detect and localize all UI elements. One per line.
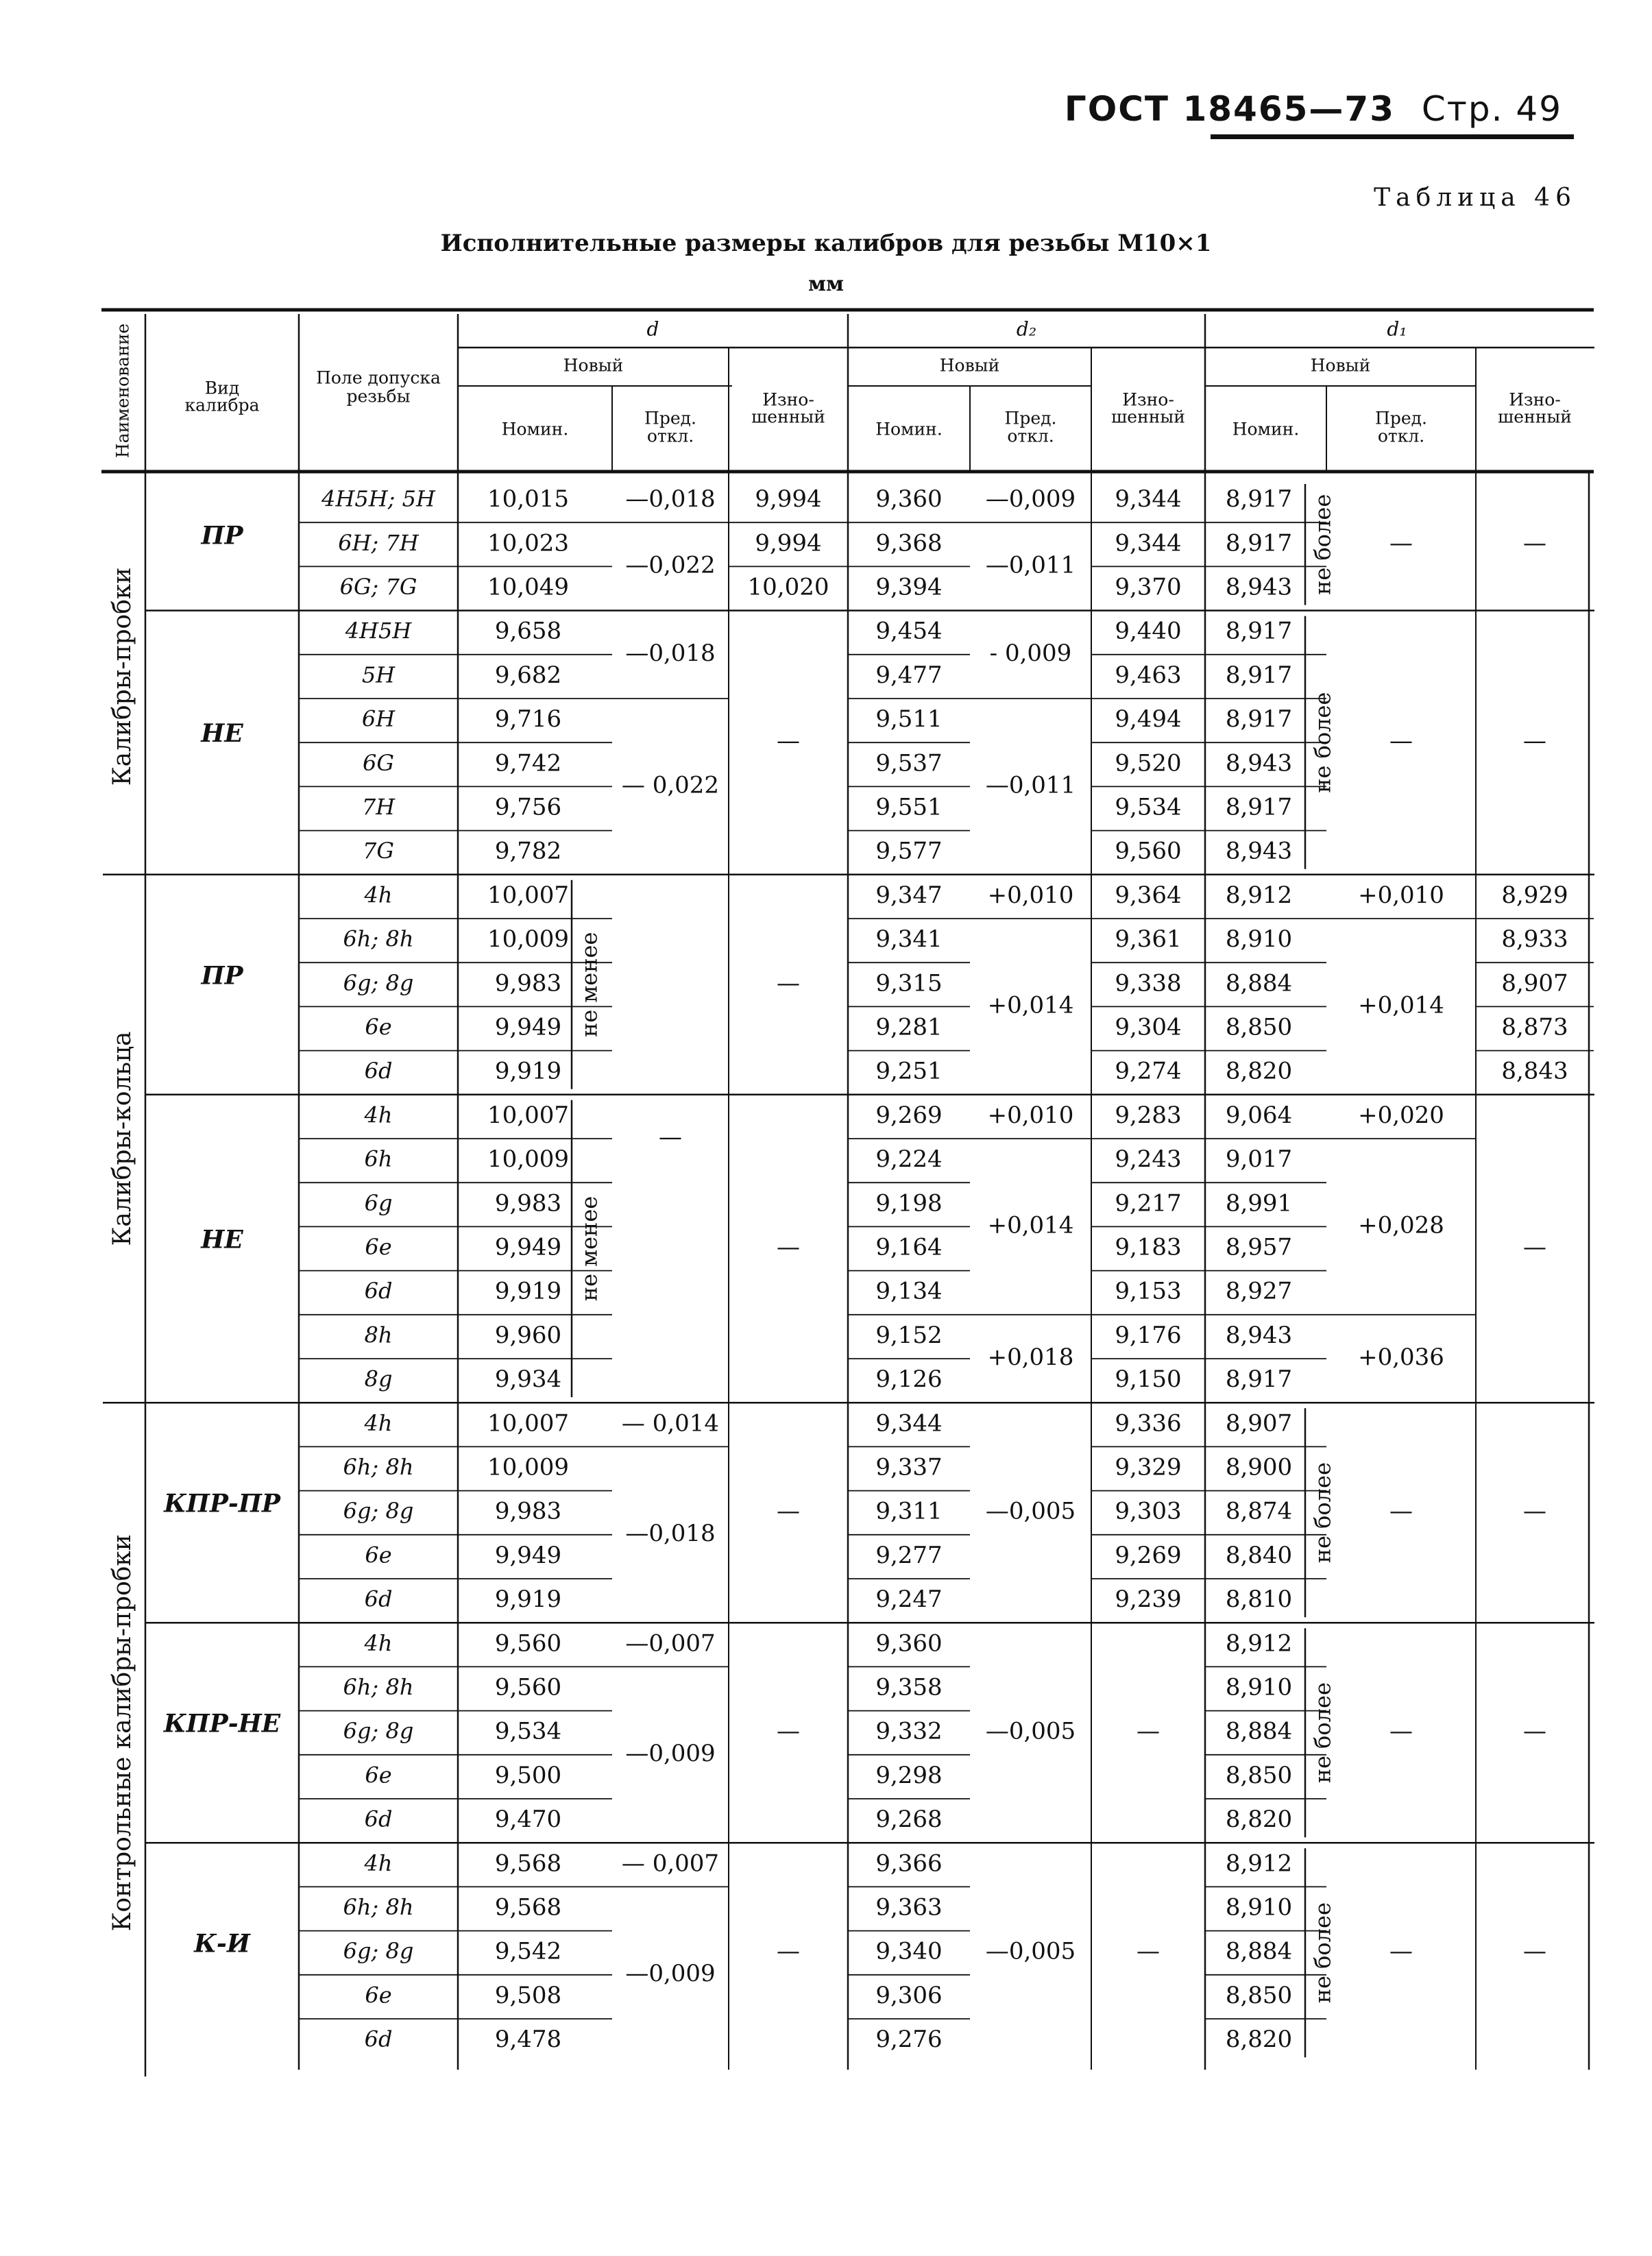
d-nominal-cell: 10,007 <box>487 1101 569 1129</box>
d-worn-cell: — <box>777 1937 800 1965</box>
d1-worn-cell: 8,933 <box>1501 925 1568 954</box>
tolerance-cell: 8g <box>364 1366 393 1392</box>
d2-deviation-cell: +0,014 <box>987 1211 1074 1239</box>
tolerance-cell: 8h <box>364 1322 393 1348</box>
d1-nominal-cell: 9,017 <box>1225 1145 1293 1174</box>
column-header-deviation: Пред. <box>644 408 696 428</box>
d1-deviation-cell: +0,010 <box>1358 881 1444 909</box>
column-header-nominal: Номин. <box>501 419 569 439</box>
tolerance-cell: 6e <box>365 1762 392 1788</box>
tolerance-cell: 6G; 7G <box>339 574 417 600</box>
d2-nominal-cell: 9,366 <box>875 1849 943 1878</box>
d2-worn-cell: 9,338 <box>1115 969 1182 997</box>
group-label-2: Калибры-кольца <box>108 1031 136 1246</box>
d-deviation-cell: —0,009 <box>625 1739 716 1767</box>
d-worn-cell: 9,994 <box>755 485 822 513</box>
d2-worn-cell: 9,336 <box>1115 1409 1182 1438</box>
tolerance-cell: 5H <box>361 662 396 688</box>
d1-nominal-cell: 8,912 <box>1225 1629 1293 1658</box>
tolerance-cell: 6g; 8g <box>343 1938 414 1965</box>
d2-worn-cell: 9,364 <box>1115 881 1182 909</box>
tolerance-cell: 6e <box>365 1014 392 1040</box>
d2-worn-cell: 9,534 <box>1115 793 1182 821</box>
column-header-deviation: откл. <box>1007 426 1054 446</box>
d-deviation-cell: —0,018 <box>625 485 716 513</box>
d2-worn-cell: 9,176 <box>1115 1321 1182 1349</box>
d2-worn-cell: 9,150 <box>1115 1366 1182 1394</box>
group-label-1: Калибры-пробки <box>108 567 136 786</box>
d1-worn-cell: — <box>1523 1233 1546 1261</box>
d2-nominal-cell: 9,277 <box>875 1541 943 1569</box>
column-header-worn: Изно- <box>1509 389 1561 410</box>
tolerance-cell: 7H <box>361 794 396 820</box>
column-header-new: Новый <box>563 355 624 376</box>
d-worn-cell: — <box>777 1233 800 1261</box>
d2-deviation-cell: —0,011 <box>985 551 1076 579</box>
tolerance-cell: 6g <box>364 1189 393 1216</box>
d2-nominal-cell: 9,551 <box>875 793 943 821</box>
d1-nominal-cell: 8,943 <box>1225 749 1293 777</box>
tolerance-cell: 6d <box>364 2026 393 2052</box>
d2-worn-cell: 9,274 <box>1115 1057 1182 1085</box>
column-header-new: Новый <box>1310 355 1371 376</box>
column-header-name: Наименование <box>112 323 133 459</box>
column-header-deviation: откл. <box>646 426 694 446</box>
d2-deviation-cell: —0,005 <box>985 1937 1076 1965</box>
d2-worn-cell: 9,243 <box>1115 1145 1182 1174</box>
column-header-nominal: Номин. <box>875 419 943 439</box>
d2-nominal-cell: 9,344 <box>875 1409 943 1438</box>
d1-nominal-cell: 8,840 <box>1225 1541 1293 1569</box>
d1-nominal-cell: 8,943 <box>1225 1321 1293 1349</box>
d2-nominal-cell: 9,306 <box>875 1981 943 2009</box>
d1-nominal-cell: 8,917 <box>1225 705 1293 733</box>
column-header-worn: шенный <box>751 407 825 427</box>
gost-number: ГОСТ 18465—73 <box>1064 89 1395 129</box>
d-deviation-cell: — <box>659 1124 682 1151</box>
tolerance-cell: 6G <box>363 749 394 776</box>
d1-nominal-cell: 8,910 <box>1225 1893 1293 1921</box>
d-nominal-cell: 9,934 <box>494 1366 562 1394</box>
d2-nominal-cell: 9,347 <box>875 881 943 909</box>
d2-nominal-cell: 9,511 <box>875 705 943 733</box>
d2-nominal-cell: 9,311 <box>875 1497 943 1525</box>
d1-deviation-cell: +0,014 <box>1358 991 1444 1019</box>
d2-nominal-cell: 9,368 <box>875 529 943 557</box>
tolerance-cell: 6d <box>364 1806 393 1832</box>
not-more-label: не более <box>1309 1902 1336 2004</box>
d-deviation-cell: — 0,007 <box>621 1849 720 1878</box>
d2-nominal-cell: 9,247 <box>875 1586 943 1614</box>
d1-nominal-cell: 8,850 <box>1225 1761 1293 1789</box>
tolerance-cell: 6d <box>364 1586 393 1612</box>
column-header-nominal: Номин. <box>1232 419 1300 439</box>
tolerance-cell: 4h <box>364 1629 393 1656</box>
d1-nominal-cell: 8,884 <box>1225 1717 1293 1745</box>
gauge-kind-2: НЕ <box>201 719 243 749</box>
d-nominal-cell: 9,949 <box>494 1233 562 1261</box>
column-header-deviation: откл. <box>1377 426 1425 446</box>
d1-deviation-cell: — <box>1389 529 1413 557</box>
column-header-deviation: Пред. <box>1375 408 1427 428</box>
d1-worn-cell: — <box>1523 727 1546 755</box>
column-header-tolerance: резьбы <box>346 386 411 407</box>
d2-nominal-cell: 9,164 <box>875 1233 943 1261</box>
d-nominal-cell: 9,658 <box>494 617 562 645</box>
d-deviation-cell: — 0,014 <box>621 1409 720 1438</box>
page-number: Стр. 49 <box>1421 89 1562 129</box>
tolerance-cell: 6g; 8g <box>343 1498 414 1525</box>
d-deviation-cell: —0,018 <box>625 1519 716 1547</box>
d1-nominal-cell: 8,917 <box>1225 1366 1293 1394</box>
column-header-kind: калибра <box>184 395 260 415</box>
tolerance-cell: 6d <box>364 1278 393 1305</box>
d-worn-cell: — <box>777 969 800 997</box>
tolerance-cell: 6d <box>364 1058 393 1084</box>
d1-deviation-cell: — <box>1389 1497 1413 1525</box>
d2-nominal-cell: 9,341 <box>875 925 943 954</box>
column-header-d: d <box>646 317 659 341</box>
d1-nominal-cell: 8,917 <box>1225 485 1293 513</box>
not-more-label: не более <box>1309 692 1336 793</box>
d2-nominal-cell: 9,454 <box>875 617 943 645</box>
tolerance-cell: 4H5H; 5H <box>321 485 435 512</box>
d1-deviation-cell: +0,020 <box>1358 1101 1444 1129</box>
not-less-label: не менее <box>576 932 603 1038</box>
tolerance-cell: 6H; 7H <box>338 529 419 556</box>
table-units: мм <box>807 272 845 296</box>
d-nominal-cell: 10,023 <box>487 529 569 557</box>
gauge-kind-7: К-И <box>194 1929 250 1958</box>
d1-nominal-cell: 8,912 <box>1225 1849 1293 1878</box>
d2-worn-cell: 9,344 <box>1115 485 1182 513</box>
gauge-kind-5: КПР-ПР <box>164 1489 280 1518</box>
d1-worn-cell: 8,907 <box>1501 969 1568 997</box>
d1-worn-cell: 8,873 <box>1501 1013 1568 1041</box>
d2-nominal-cell: 9,358 <box>875 1673 943 1701</box>
d1-nominal-cell: 9,064 <box>1225 1101 1293 1129</box>
tolerance-cell: 6g; 8g <box>343 969 414 996</box>
d-nominal-cell: 10,007 <box>487 1409 569 1438</box>
d1-nominal-cell: 8,884 <box>1225 1937 1293 1965</box>
d2-worn-cell: 9,153 <box>1115 1277 1182 1305</box>
d2-nominal-cell: 9,394 <box>875 573 943 601</box>
d-worn-cell: — <box>777 1717 800 1745</box>
column-header-deviation: Пред. <box>1004 408 1057 428</box>
d1-nominal-cell: 8,927 <box>1225 1277 1293 1305</box>
d1-nominal-cell: 8,850 <box>1225 1013 1293 1041</box>
d1-nominal-cell: 8,874 <box>1225 1497 1293 1525</box>
d1-nominal-cell: 8,810 <box>1225 1586 1293 1614</box>
tolerance-cell: 6e <box>365 1982 392 2009</box>
tolerance-cell: 4h <box>364 1102 393 1128</box>
d-nominal-cell: 9,782 <box>494 837 562 865</box>
d-deviation-cell: —0,009 <box>625 1959 716 1987</box>
d2-worn-cell: 9,370 <box>1115 573 1182 601</box>
not-more-label: не более <box>1309 1462 1336 1564</box>
tolerance-cell: 6h; 8h <box>343 1454 414 1480</box>
d2-nominal-cell: 9,134 <box>875 1277 943 1305</box>
d1-worn-cell: — <box>1523 1937 1546 1965</box>
tolerance-cell: 4h <box>364 1409 393 1436</box>
not-more-label: не более <box>1309 1682 1336 1784</box>
not-more-label: не более <box>1309 494 1336 595</box>
d2-worn-cell: 9,463 <box>1115 661 1182 689</box>
d2-deviation-cell: +0,014 <box>987 991 1074 1019</box>
d1-deviation-cell: +0,036 <box>1358 1344 1444 1371</box>
d-nominal-cell: 9,560 <box>494 1629 562 1658</box>
d2-worn-cell: — <box>1137 1937 1160 1965</box>
d-nominal-cell: 9,542 <box>494 1937 562 1965</box>
d2-worn-cell: 9,520 <box>1115 749 1182 777</box>
column-header-tolerance: Поле допуска <box>316 367 441 388</box>
d1-nominal-cell: 8,957 <box>1225 1233 1293 1261</box>
d-nominal-cell: 10,009 <box>487 1145 569 1174</box>
d1-nominal-cell: 8,917 <box>1225 617 1293 645</box>
column-header-d2: d₂ <box>1016 317 1037 341</box>
d2-nominal-cell: 9,340 <box>875 1937 943 1965</box>
d2-deviation-cell: —0,005 <box>985 1717 1076 1745</box>
d1-nominal-cell: 8,910 <box>1225 1673 1293 1701</box>
d2-deviation-cell: +0,018 <box>987 1344 1074 1371</box>
d-nominal-cell: 9,983 <box>494 1497 562 1525</box>
not-less-label: не менее <box>576 1196 603 1302</box>
d-worn-cell: — <box>777 727 800 755</box>
d2-worn-cell: 9,344 <box>1115 529 1182 557</box>
column-header-worn: Изно- <box>1122 389 1174 410</box>
tolerance-cell: 6h; 8h <box>343 1894 414 1920</box>
d-nominal-cell: 9,568 <box>494 1849 562 1878</box>
d2-nominal-cell: 9,477 <box>875 661 943 689</box>
d1-deviation-cell: — <box>1389 1717 1413 1745</box>
d1-nominal-cell: 8,943 <box>1225 837 1293 865</box>
tolerance-cell: 4H5H <box>345 618 412 644</box>
d-worn-cell: 10,020 <box>747 573 829 601</box>
d-nominal-cell: 9,919 <box>494 1057 562 1085</box>
d2-nominal-cell: 9,269 <box>875 1101 943 1129</box>
d-worn-cell: — <box>777 1497 800 1525</box>
column-header-worn: шенный <box>1111 407 1185 427</box>
d2-nominal-cell: 9,315 <box>875 969 943 997</box>
d-nominal-cell: 9,960 <box>494 1321 562 1349</box>
d2-worn-cell: 9,269 <box>1115 1541 1182 1569</box>
column-header-worn: шенный <box>1498 407 1572 427</box>
d2-worn-cell: 9,283 <box>1115 1101 1182 1129</box>
d-nominal-cell: 9,716 <box>494 705 562 733</box>
d2-worn-cell: 9,329 <box>1115 1453 1182 1481</box>
d-deviation-cell: —0,022 <box>625 551 716 579</box>
d1-nominal-cell: 8,912 <box>1225 881 1293 909</box>
d-nominal-cell: 9,919 <box>494 1586 562 1614</box>
d2-nominal-cell: 9,298 <box>875 1761 943 1789</box>
d1-nominal-cell: 8,900 <box>1225 1453 1293 1481</box>
d1-nominal-cell: 8,850 <box>1225 1981 1293 2009</box>
d-nominal-cell: 9,949 <box>494 1013 562 1041</box>
column-header-d1: d₁ <box>1387 317 1407 341</box>
tolerance-cell: 6h; 8h <box>343 925 414 952</box>
d1-worn-cell: 8,843 <box>1501 1057 1568 1085</box>
d1-nominal-cell: 8,917 <box>1225 529 1293 557</box>
gauge-kind-4: НЕ <box>201 1225 243 1254</box>
d1-deviation-cell: — <box>1389 1937 1413 1965</box>
column-header-kind: Вид <box>204 378 240 398</box>
d1-nominal-cell: 8,943 <box>1225 573 1293 601</box>
d-nominal-cell: 9,682 <box>494 661 562 689</box>
d2-nominal-cell: 9,224 <box>875 1145 943 1174</box>
d-nominal-cell: 9,560 <box>494 1673 562 1701</box>
d-deviation-cell: — 0,022 <box>621 771 720 799</box>
d1-nominal-cell: 8,884 <box>1225 969 1293 997</box>
d-nominal-cell: 10,007 <box>487 881 569 909</box>
d2-worn-cell: 9,217 <box>1115 1189 1182 1217</box>
d2-nominal-cell: 9,126 <box>875 1366 943 1394</box>
gauge-kind-3: ПР <box>201 961 243 991</box>
table-number: Таблица 46 <box>1374 184 1577 212</box>
d2-nominal-cell: 9,251 <box>875 1057 943 1085</box>
d2-nominal-cell: 9,332 <box>875 1717 943 1745</box>
d2-worn-cell: 9,361 <box>1115 925 1182 954</box>
d1-nominal-cell: 8,907 <box>1225 1409 1293 1438</box>
group-label-3: Контрольные калибры-пробки <box>108 1534 136 1932</box>
d-nominal-cell: 9,470 <box>494 1806 562 1834</box>
d1-worn-cell: — <box>1523 1717 1546 1745</box>
d-nominal-cell: 9,478 <box>494 2026 562 2054</box>
d2-deviation-cell: —0,009 <box>985 485 1076 513</box>
d1-nominal-cell: 8,991 <box>1225 1189 1293 1217</box>
d2-worn-cell: 9,239 <box>1115 1586 1182 1614</box>
d2-nominal-cell: 9,276 <box>875 2026 943 2054</box>
d1-deviation-cell: +0,028 <box>1358 1211 1444 1239</box>
d2-worn-cell: 9,303 <box>1115 1497 1182 1525</box>
d1-nominal-cell: 8,910 <box>1225 925 1293 954</box>
column-header-new: Новый <box>939 355 1000 376</box>
d2-nominal-cell: 9,268 <box>875 1806 943 1834</box>
d2-deviation-cell: +0,010 <box>987 1101 1074 1129</box>
d2-worn-cell: 9,560 <box>1115 837 1182 865</box>
tolerance-cell: 4h <box>364 882 393 908</box>
d1-nominal-cell: 8,820 <box>1225 2026 1293 2054</box>
d1-nominal-cell: 8,820 <box>1225 1806 1293 1834</box>
d2-nominal-cell: 9,360 <box>875 485 943 513</box>
d2-deviation-cell: +0,010 <box>987 881 1074 909</box>
d1-worn-cell: — <box>1523 1497 1546 1525</box>
d-nominal-cell: 9,508 <box>494 1981 562 2009</box>
d2-deviation-cell: —0,011 <box>985 771 1076 799</box>
d-nominal-cell: 9,500 <box>494 1761 562 1789</box>
d2-worn-cell: 9,440 <box>1115 617 1182 645</box>
d-nominal-cell: 9,742 <box>494 749 562 777</box>
d2-worn-cell: 9,304 <box>1115 1013 1182 1041</box>
d2-nominal-cell: 9,537 <box>875 749 943 777</box>
d1-nominal-cell: 8,820 <box>1225 1057 1293 1085</box>
table-title: Исполнительные размеры калибров для резьбы M10×1 <box>440 230 1212 257</box>
d1-worn-cell: — <box>1523 529 1546 557</box>
tolerance-cell: 4h <box>364 1849 393 1876</box>
d2-nominal-cell: 9,577 <box>875 837 943 865</box>
d2-nominal-cell: 9,337 <box>875 1453 943 1481</box>
d-nominal-cell: 10,009 <box>487 925 569 954</box>
tolerance-cell: 7G <box>363 838 394 864</box>
d-nominal-cell: 10,049 <box>487 573 569 601</box>
d-deviation-cell: —0,007 <box>625 1629 716 1658</box>
d-nominal-cell: 10,015 <box>487 485 569 513</box>
tolerance-cell: 6e <box>365 1542 392 1568</box>
d-nominal-cell: 9,919 <box>494 1277 562 1305</box>
d-nominal-cell: 10,009 <box>487 1453 569 1481</box>
d2-worn-cell: 9,494 <box>1115 705 1182 733</box>
d2-deviation-cell: —0,005 <box>985 1497 1076 1525</box>
d-nominal-cell: 9,568 <box>494 1893 562 1921</box>
d-nominal-cell: 9,949 <box>494 1541 562 1569</box>
d-nominal-cell: 9,983 <box>494 969 562 997</box>
d2-worn-cell: 9,183 <box>1115 1233 1182 1261</box>
d2-nominal-cell: 9,198 <box>875 1189 943 1217</box>
d1-nominal-cell: 8,917 <box>1225 793 1293 821</box>
d-nominal-cell: 9,534 <box>494 1717 562 1745</box>
tolerance-cell: 6e <box>365 1234 392 1260</box>
d-nominal-cell: 9,983 <box>494 1189 562 1217</box>
tolerance-cell: 6h; 8h <box>343 1674 414 1700</box>
gauge-kind-1: ПР <box>201 521 243 550</box>
d1-worn-cell: 8,929 <box>1501 881 1568 909</box>
d-worn-cell: 9,994 <box>755 529 822 557</box>
d2-nominal-cell: 9,363 <box>875 1893 943 1921</box>
d2-nominal-cell: 9,152 <box>875 1321 943 1349</box>
d2-worn-cell: — <box>1137 1717 1160 1745</box>
gauge-kind-6: КПР-НЕ <box>163 1709 281 1738</box>
d2-deviation-cell: - 0,009 <box>989 639 1072 667</box>
d2-nominal-cell: 9,281 <box>875 1013 943 1041</box>
d-nominal-cell: 9,756 <box>494 793 562 821</box>
d2-nominal-cell: 9,360 <box>875 1629 943 1658</box>
tolerance-cell: 6g; 8g <box>343 1718 414 1745</box>
d-deviation-cell: —0,018 <box>625 639 716 667</box>
d1-deviation-cell: — <box>1389 727 1413 755</box>
tolerance-cell: 6h <box>364 1145 393 1172</box>
tolerance-cell: 6H <box>361 705 396 732</box>
d1-nominal-cell: 8,917 <box>1225 661 1293 689</box>
column-header-worn: Изно- <box>762 389 814 410</box>
